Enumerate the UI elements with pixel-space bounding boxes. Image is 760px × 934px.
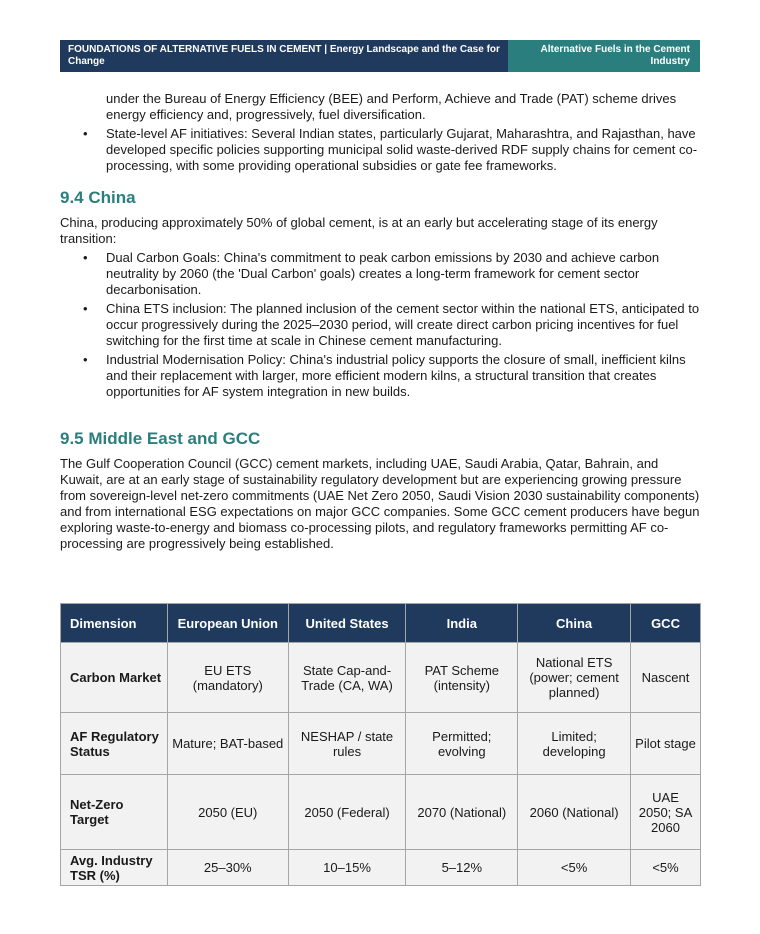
china-bullet-list: [60, 250, 700, 400]
table-cell: Limited; developing: [518, 713, 631, 775]
table-cell: <5%: [518, 850, 631, 886]
bullet-icon: •: [83, 301, 88, 316]
table-row-header: Carbon Market: [61, 643, 168, 713]
table-cell: Mature; BAT-based: [167, 713, 288, 775]
bullet-text: State-level AF initiatives: Several Indian states, particularly Gujarat, Maharashtra, and Rajasthan, have developed specific policies supporting municipal solid waste-derived RDF supply chains for cement co-processing, with some providing operational subsidies or gate fee frameworks.: [106, 126, 698, 173]
table-cell: <5%: [631, 850, 701, 886]
section-heading-gcc: 9.5 Middle East and GCC: [60, 429, 261, 448]
list-item: [60, 126, 700, 174]
table-cell: National ETS (power; cement planned): [518, 643, 631, 713]
table-cell: 10–15%: [288, 850, 406, 886]
table-cell: 2050 (Federal): [288, 775, 406, 850]
bullet-text: Industrial Modernisation Policy: China's industrial policy supports the closure of small, inefficient kilns and their replacement with larger, more efficient modern kilns, a structural transition that creates opportunities for AF system integration in new builds.: [106, 352, 686, 399]
table-cell: 2050 (EU): [167, 775, 288, 850]
header-document-title: FOUNDATIONS OF ALTERNATIVE FUELS IN CEMENT | Energy Landscape and the Case for Change: [60, 40, 508, 72]
page-header: [60, 40, 700, 72]
table-header-cell: Dimension: [61, 604, 168, 643]
table-cell: EU ETS (mandatory): [167, 643, 288, 713]
table-cell: Nascent: [631, 643, 701, 713]
list-item: [60, 250, 700, 298]
list-item: [60, 91, 700, 123]
table-header-row: [61, 604, 701, 643]
table-header-cell: United States: [288, 604, 406, 643]
table-row: [61, 713, 701, 775]
china-intro: China, producing approximately 50% of global cement, is at an early but accelerating stage of its energy transition:: [60, 215, 658, 246]
gcc-body: The Gulf Cooperation Council (GCC) cement markets, including UAE, Saudi Arabia, Qatar, Bahrain, and Kuwait, are at an early stage of sustainability regulatory development but are experiencing growing pressure from sovereign-level net-zero commitments (UAE Net Zero 2050, Saudi Vision 2030 sustainability components) and from international ESG expectations on major GCC companies. Some GCC cement producers have begun exploring waste-to-energy and biomass co-processing pilots, and regulatory frameworks permitting AF co-processing are progressively being established.: [60, 456, 700, 551]
table-header-cell: GCC: [631, 604, 701, 643]
table-cell: PAT Scheme (intensity): [406, 643, 518, 713]
table-row: [61, 643, 701, 713]
table-cell: UAE 2050; SA 2060: [631, 775, 701, 850]
bullet-text: Dual Carbon Goals: China's commitment to peak carbon emissions by 2030 and achieve carbon neutrality by 2060 (the 'Dual Carbon' goals) creates a long-term framework for cement sector decarbonisation.: [106, 250, 660, 297]
section-heading-china: 9.4 China: [60, 188, 136, 207]
table-row-header: AF Regulatory Status: [61, 713, 168, 775]
bullet-icon: •: [83, 352, 88, 367]
table-header-cell: China: [518, 604, 631, 643]
table-cell: Permitted; evolving: [406, 713, 518, 775]
comparison-table: [60, 603, 701, 886]
table-header-cell: India: [406, 604, 518, 643]
table-row-header: Avg. Industry TSR (%): [61, 850, 168, 886]
table-cell: NESHAP / state rules: [288, 713, 406, 775]
table-row: [61, 850, 701, 886]
list-item: [60, 301, 700, 349]
header-section-title: Alternative Fuels in the Cement Industry: [508, 40, 700, 72]
india-bullet-list: [60, 91, 700, 174]
bullet-icon: •: [83, 126, 88, 141]
bullet-text: under the Bureau of Energy Efficiency (BEE) and Perform, Achieve and Trade (PAT) scheme drives energy efficiency and, progressively, fuel diversification.: [106, 91, 677, 122]
table-cell: Pilot stage: [631, 713, 701, 775]
table-cell: 25–30%: [167, 850, 288, 886]
table-header-cell: European Union: [167, 604, 288, 643]
page-content: [60, 91, 700, 552]
table-row: [61, 775, 701, 850]
bullet-icon: •: [83, 250, 88, 265]
table-cell: 5–12%: [406, 850, 518, 886]
table-cell: 2060 (National): [518, 775, 631, 850]
bullet-text: China ETS inclusion: The planned inclusion of the cement sector within the national ETS, anticipated to occur progressively during the 2025–2030 period, will create direct carbon pricing incentives for fuel switching for the first time at scale in Chinese cement manufacturing.: [106, 301, 700, 348]
list-item: [60, 352, 700, 400]
table-cell: State Cap-and-Trade (CA, WA): [288, 643, 406, 713]
table-cell: 2070 (National): [406, 775, 518, 850]
table-row-header: Net-Zero Target: [61, 775, 168, 850]
